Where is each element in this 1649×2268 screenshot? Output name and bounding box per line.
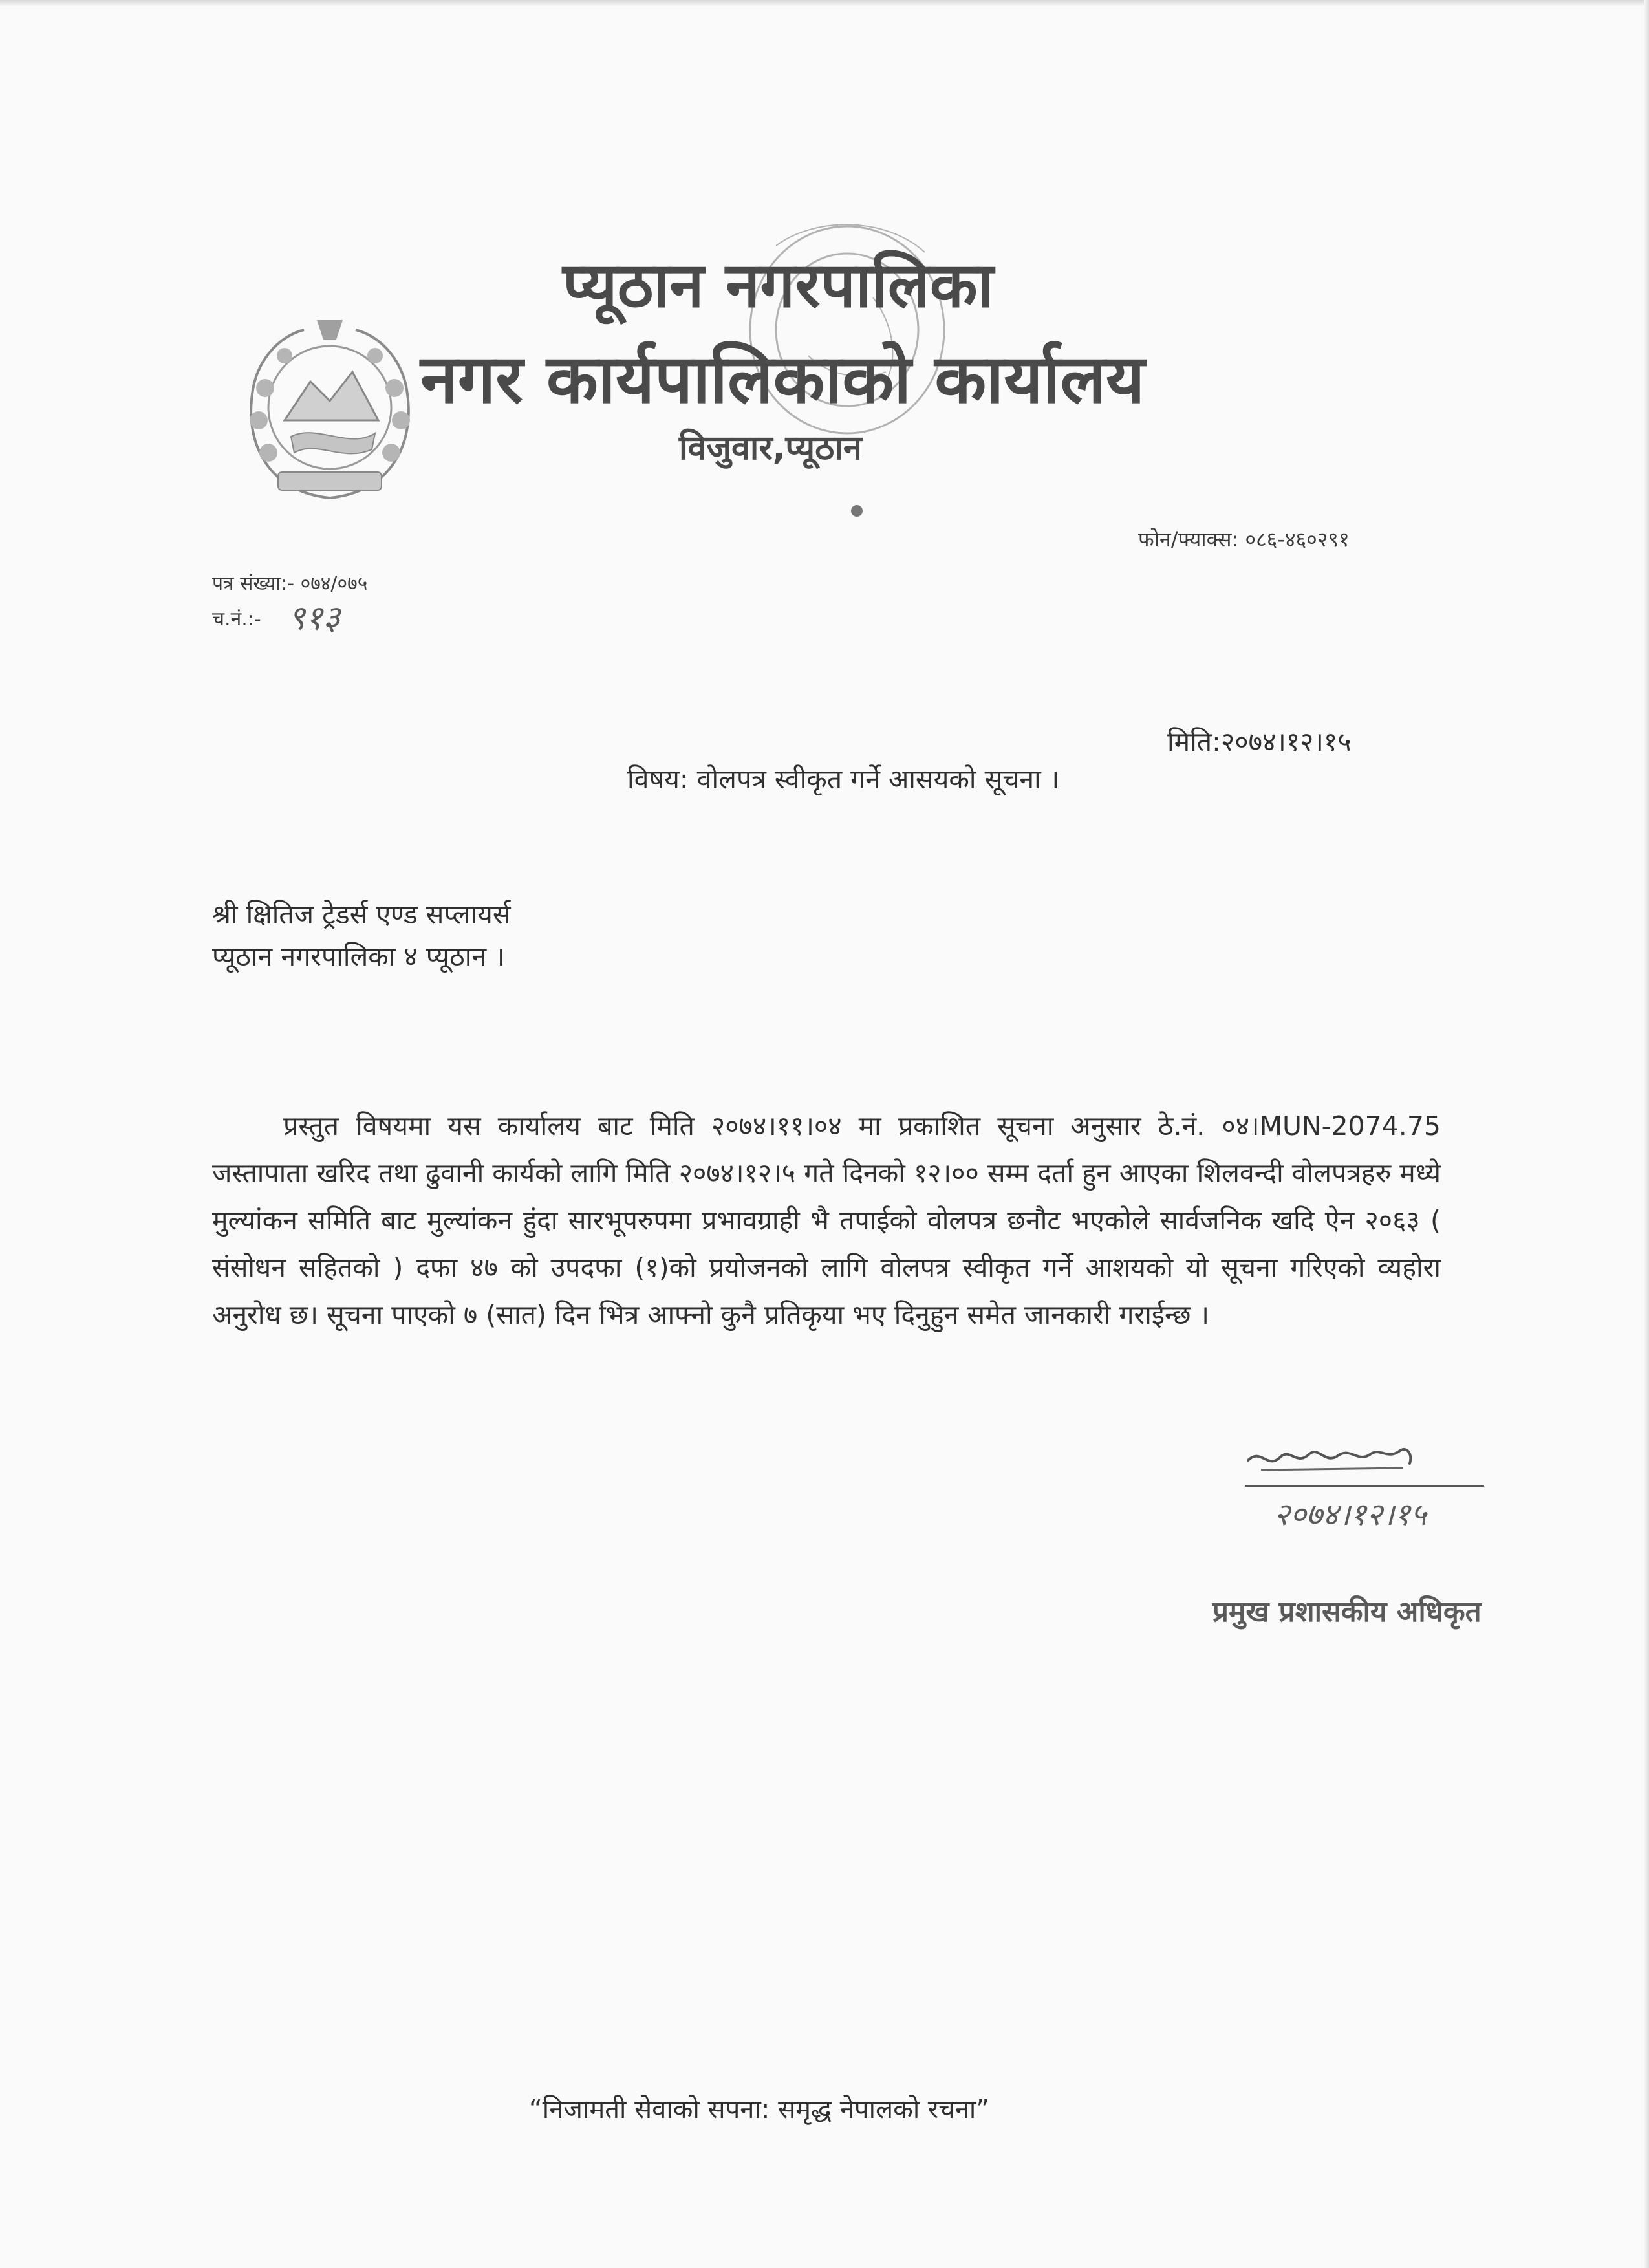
scan-edge-top — [0, 0, 1649, 6]
signatory-designation: प्रमुख प्रशासकीय अधिकृत — [1212, 1595, 1482, 1628]
signature-date: २०७४।१२।१५ — [1274, 1496, 1427, 1533]
phone-fax: फोन/फ्याक्स: ०८६-४६०२९१ — [1138, 527, 1350, 552]
signature-line — [1245, 1485, 1484, 1487]
letter-date: मिति:२०७४।१२।१५ — [1167, 726, 1352, 757]
footer-motto: “निजामती सेवाको सपना: समृद्ध नेपालको रचना” — [529, 2095, 989, 2124]
letter-number: पत्र संख्या:- ०७४/०७५ — [212, 572, 368, 595]
office-name: नगर कार्यपालिकाको कार्यालय — [420, 340, 1145, 418]
signature — [1242, 1434, 1429, 1480]
letter-subject: विषय: वोलपत्र स्वीकृत गर्ने आसयको सूचना । — [627, 764, 1060, 795]
nepal-emblem-icon — [239, 310, 420, 504]
chalani-label: च.नं.:- — [212, 608, 261, 631]
office-address: विजुवार,प्यूठान — [679, 429, 862, 468]
chalani-number: ९१३ — [288, 599, 341, 638]
recipient-name: श्री क्षितिज ट्रेडर्स एण्ड सप्लायर्स — [212, 899, 511, 930]
scan-edge-right — [1644, 0, 1649, 2268]
recipient-address: प्यूठान नगरपालिका ४ प्यूठान । — [212, 941, 505, 972]
municipality-name: प्यूठान नगरपालिका — [563, 249, 994, 321]
letter-body: प्रस्तुत विषयमा यस कार्यालय बाट मिति २०७४।११।०४ मा प्रकाशित सूचना अनुसार ठे.नं. ०४।MUN-2074.75 जस्तापाता खरिद तथा ढुवानी कार्यको लागि मिति २०७४।१२।५ गते दिनको १२।०० सम्म दर्ता हुन आएका शिलवन्दी वोलपत्रहरु मध्ये मुल्यांकन समिति बाट मुल्यांकन हुंदा सारभूपरुपमा प्रभावग्राही भै तपाईको वोलपत्र छनौट भएकोले सार्वजनिक खदि ऐन २०६३ ( संसोधन सहितको ) दफा ४७ को उपदफा (१)को प्रयोजनको लागि वोलपत्र स्वीकृत गर्ने आशयको यो सूचना गरिएको व्यहोरा अनुरोध छ। सूचना पाएको ७ (सात) दिन भित्र आफ्नो कुनै प्रतिकृया भए दिनुहुन समेत जानकारी गराईन्छ । — [212, 1110, 1441, 1330]
